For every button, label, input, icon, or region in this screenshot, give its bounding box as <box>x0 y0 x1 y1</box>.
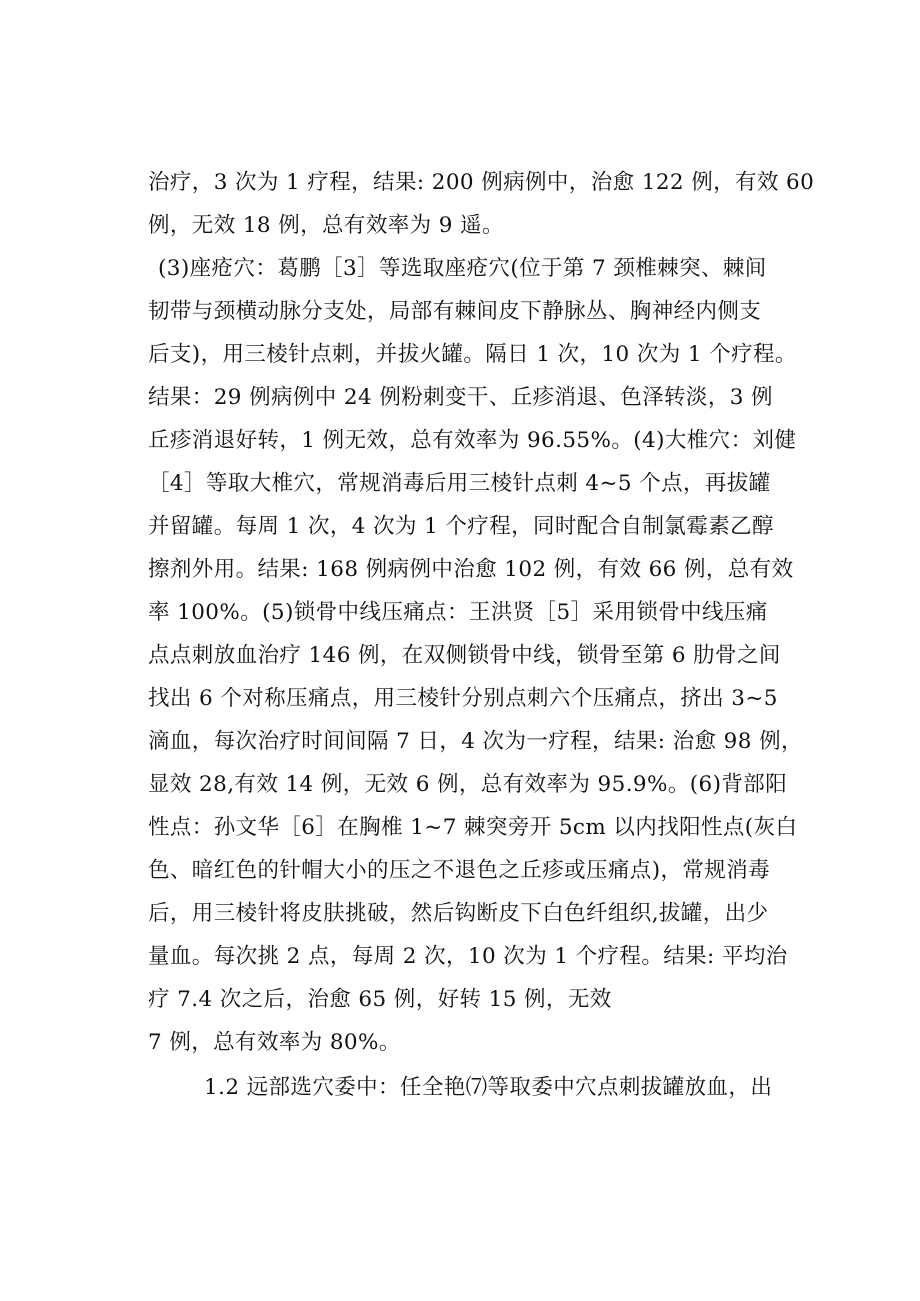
text-line: 韧带与颈横动脉分支处，局部有棘间皮下静脉丛、胸神经内侧支 <box>148 299 762 324</box>
text-line: 色、暗红色的针帽大小的压之不退色之丘疹或压痛点)，常规消毒 <box>148 858 770 883</box>
text-line: 7 例，总有效率为 80%。 <box>148 1030 401 1055</box>
text-line: 显效 28,有效 14 例，无效 6 例，总有效率为 95.9%。(6)背部阳 <box>148 772 788 797</box>
text-line: 滴血，每次治疗时间间隔 7 日，4 次为一疗程，结果: 治愈 98 例， <box>148 729 803 754</box>
text-line: ［4］等取大椎穴，常规消毒后用三棱针点刺 4~5 个点，再拔罐 <box>148 471 771 496</box>
text-line: 结果：29 例病例中 24 例粉刺变干、丘疹消退、色泽转淡，3 例 <box>148 385 773 410</box>
text-line: 疗 7.4 次之后，治愈 65 例，好转 15 例，无效 <box>148 987 612 1012</box>
text-line: 性点：孙文华［6］在胸椎 1~7 棘突旁开 5cm 以内找阳性点(灰白 <box>148 815 798 840</box>
text-line: 并留罐。每周 1 次，4 次为 1 个疗程，同时配合自制氯霉素乙醇 <box>148 514 774 539</box>
text-line: 点点刺放血治疗 146 例，在双侧锁骨中线，锁骨至第 6 肋骨之间 <box>148 643 781 668</box>
text-line: 擦剂外用。结果: 168 例病例中治愈 102 例，有效 66 例，总有效 <box>148 557 794 582</box>
section-heading-line: 1.2 远部选穴委中：任全艳⑺等取委中穴点刺拔罐放血，出 <box>204 1075 773 1100</box>
text-line: 治疗，3 次为 1 疗程，结果: 200 例病例中，治愈 122 例，有效 60 <box>148 170 815 195</box>
text-line: 率 100%。(5)锁骨中线压痛点：王洪贤［5］采用锁骨中线压痛 <box>148 600 768 625</box>
text-line: 丘疹消退好转，1 例无效，总有效率为 96.55%。(4)大椎穴：刘健 <box>148 428 797 453</box>
text-line: 后，用三棱针将皮肤挑破，然后钩断皮下白色纤组织,拔罐，出少 <box>148 901 769 926</box>
text-line: (3)座疮穴：葛鹏［3］等选取座疮穴(位于第 7 颈椎棘突、棘间 <box>158 256 767 281</box>
text-line: 后支)，用三棱针点刺，并拔火罐。隔日 1 次，10 次为 1 个疗程。 <box>148 342 797 367</box>
text-line: 量血。每次挑 2 点，每周 2 次，10 次为 1 个疗程。结果: 平均治 <box>148 944 788 969</box>
text-line: 例，无效 18 例，总有效率为 9 遥。 <box>148 213 504 238</box>
text-line: 找出 6 个对称压痛点，用三棱针分别点刺六个压痛点，挤出 3~5 <box>148 686 778 711</box>
